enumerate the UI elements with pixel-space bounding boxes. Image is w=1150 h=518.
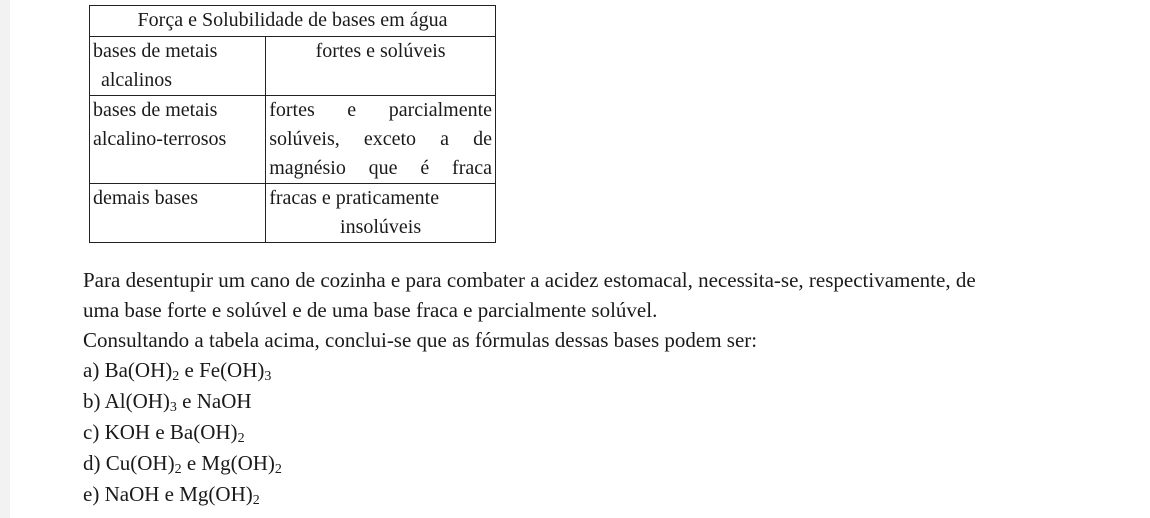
table-title-row [90,6,496,37]
table-row [90,96,496,184]
formula-subscript: 2 [252,493,260,508]
option-formula: Al(OH) [104,389,170,413]
solubility-table [89,5,496,243]
option-formula: NaOH [196,389,252,413]
answer-option [83,355,1150,386]
table-title: Força e Solubilidade de bases em água [90,6,496,37]
answer-option [83,479,1150,510]
option-letter: b) [83,389,101,413]
cell-line: insolúveis [340,216,422,238]
cell-line: demais bases [93,187,198,209]
table-row [90,184,496,243]
table-cell-property [266,184,496,243]
option-formula: Cu(OH) [105,451,175,475]
cell-line: fracas e praticamente [269,187,440,209]
cell-line: fortes e parcialmente [269,99,492,121]
formula-subscript: 3 [264,369,272,384]
option-connector: e [186,451,197,475]
answer-options [83,355,1150,510]
option-letter: d) [83,451,101,475]
formula-subscript: 2 [274,462,282,477]
option-formula: Ba(OH) [104,358,173,382]
option-letter: e) [83,482,100,506]
formula-subscript: 2 [172,369,180,384]
table-cell-property [266,37,496,96]
formula-subscript: 2 [237,431,245,446]
answer-option [83,386,1150,417]
option-formula: NaOH [104,482,160,506]
option-connector: e [155,420,165,444]
question-text [83,265,1150,510]
option-letter: a) [83,358,100,382]
table-cell-group [90,184,266,243]
option-connector: e [184,358,194,382]
question-paragraph-line: Para desentupir um cano de cozinha e para combater a acidez estomacal, necessita-se, respectivamente, de [83,268,976,292]
option-connector: e [182,389,192,413]
cell-line: bases de metais [93,40,218,62]
table-cell-group [90,37,266,96]
option-formula: KOH [104,420,151,444]
option-formula: Ba(OH) [169,420,238,444]
option-formula: Mg(OH) [201,451,275,475]
cell-line: fortes e solúveis [315,40,446,62]
table-cell-property [266,96,496,184]
formula-subscript: 2 [174,462,182,477]
option-letter: c) [83,420,100,444]
cell-line: solúveis, exceto a de [269,128,492,150]
answer-option [83,417,1150,448]
cell-line: alcalinos [101,69,173,91]
cell-line: magnésio que é fraca [269,157,492,179]
cell-line: bases de metais [93,99,218,121]
option-formula: Fe(OH) [199,358,265,382]
option-connector: e [164,482,174,506]
cell-line: alcalino-terrosos [93,128,227,150]
question-paragraph-line: uma base forte e solúvel e de uma base fraca e parcialmente solúvel. [83,298,658,322]
table-cell-group [90,96,266,184]
table-row [90,37,496,96]
answer-option [83,448,1150,479]
left-margin-strip [0,0,10,518]
question-instruction: Consultando a tabela acima, conclui-se que as fórmulas dessas bases podem ser: [83,328,758,352]
document-page [10,0,1150,518]
formula-subscript: 3 [169,400,177,415]
option-formula: Mg(OH) [179,482,253,506]
